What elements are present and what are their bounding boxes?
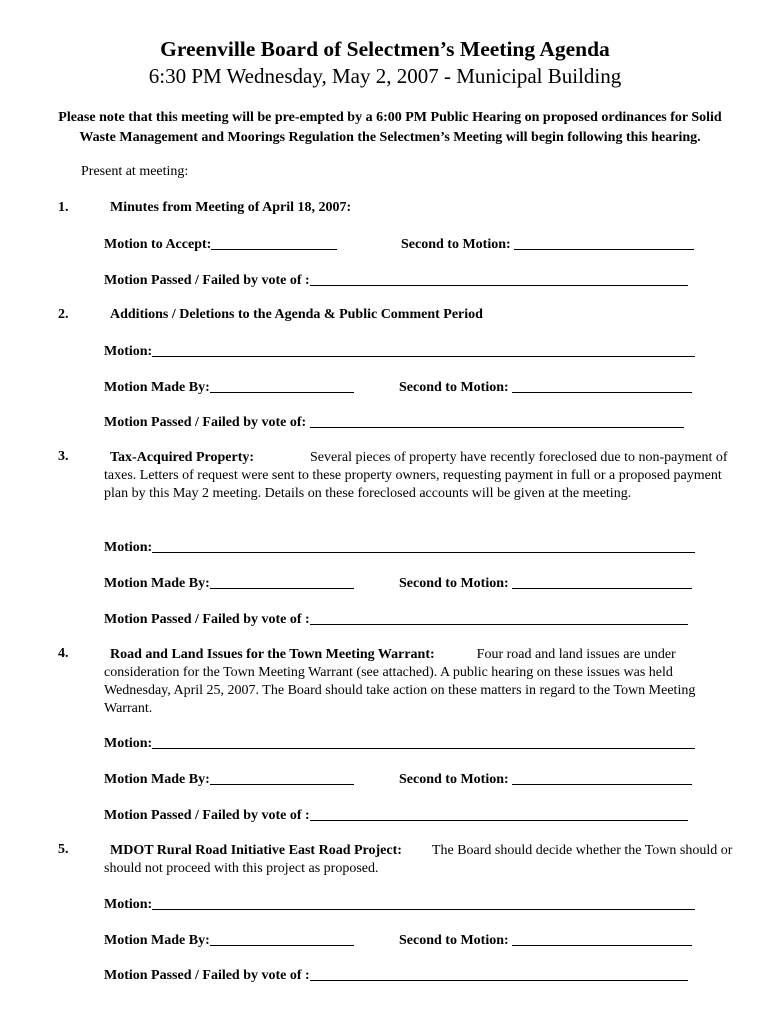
second-to-motion-blank[interactable] — [512, 770, 692, 785]
second-to-motion-field-1[interactable] — [401, 235, 694, 253]
second-to-motion-blank[interactable] — [512, 931, 692, 946]
motion-field-5[interactable] — [104, 895, 695, 913]
motion-made-by-label: Motion Made By: — [104, 380, 210, 395]
second-to-motion-blank[interactable] — [512, 574, 692, 589]
motion-to-accept-label: Motion to Accept: — [104, 237, 212, 252]
motion-passed-label: Motion Passed / Failed by vote of: — [104, 415, 307, 430]
motion-label: Motion: — [104, 540, 153, 555]
item-1-number: 1. — [58, 200, 69, 215]
motion-field-2[interactable] — [104, 342, 695, 360]
motion-made-by-blank[interactable] — [210, 378, 354, 393]
item-4-number: 4. — [58, 646, 69, 661]
motion-field-3[interactable] — [104, 538, 695, 556]
present-at-meeting-label: Present at meeting: — [81, 164, 189, 179]
second-to-motion-field-5[interactable] — [399, 931, 692, 949]
page-subtitle: 6:30 PM Wednesday, May 2, 2007 - Municipal Building — [148, 64, 622, 88]
motion-passed-blank[interactable] — [310, 413, 684, 428]
motion-passed-blank[interactable] — [310, 806, 688, 821]
motion-passed-label: Motion Passed / Failed by vote of : — [104, 808, 310, 823]
item-5-text: The Board should decide whether the Town should or should not proceed with this project as proposed. — [104, 843, 733, 876]
second-to-motion-label: Second to Motion: — [399, 380, 509, 395]
item-4-heading: Road and Land Issues for the Town Meeting Warrant: — [110, 647, 435, 662]
second-to-motion-field-4[interactable] — [399, 770, 692, 788]
motion-label: Motion: — [104, 344, 153, 359]
item-5-body — [104, 842, 740, 878]
item-3-text: Several pieces of property have recently foreclosed due to non-payment of taxes. Letters of request were sent to these property owners, requesting payment in full or a proposed payment plan by this May 2 meeting. Details on these foreclosed accounts will be given at the meeting. — [104, 450, 728, 501]
motion-passed-field-3[interactable] — [104, 610, 688, 628]
item-1-heading: Minutes from Meeting of April 18, 2007: — [110, 200, 352, 215]
second-to-motion-field-3[interactable] — [399, 574, 692, 592]
page-title: Greenville Board of Selectmen’s Meeting Agenda — [160, 37, 610, 61]
second-to-motion-blank[interactable] — [512, 378, 692, 393]
second-to-motion-blank[interactable] — [514, 235, 694, 250]
motion-blank[interactable] — [152, 342, 695, 357]
motion-passed-blank[interactable] — [310, 271, 688, 286]
motion-made-by-blank[interactable] — [210, 931, 354, 946]
item-2-number: 2. — [58, 307, 69, 322]
motion-passed-field-4[interactable] — [104, 806, 688, 824]
motion-passed-label: Motion Passed / Failed by vote of : — [104, 612, 310, 627]
item-4-body — [104, 646, 740, 718]
motion-passed-field-5[interactable] — [104, 966, 688, 984]
item-2-heading: Additions / Deletions to the Agenda & Public Comment Period — [110, 307, 483, 322]
motion-made-by-label: Motion Made By: — [104, 933, 210, 948]
motion-passed-blank[interactable] — [310, 966, 688, 981]
second-to-motion-field-2[interactable] — [399, 378, 692, 396]
motion-blank[interactable] — [152, 538, 695, 553]
second-to-motion-label: Second to Motion: — [401, 237, 511, 252]
motion-made-by-label: Motion Made By: — [104, 576, 210, 591]
item-3-body — [104, 449, 740, 503]
second-to-motion-label: Second to Motion: — [399, 772, 509, 787]
motion-made-by-field-3[interactable] — [104, 574, 354, 592]
motion-passed-blank[interactable] — [310, 610, 688, 625]
motion-made-by-label: Motion Made By: — [104, 772, 210, 787]
motion-blank[interactable] — [152, 734, 695, 749]
motion-label: Motion: — [104, 736, 153, 751]
second-to-motion-label: Second to Motion: — [399, 576, 509, 591]
motion-label: Motion: — [104, 897, 153, 912]
item-4-text: Four road and land issues are under consideration for the Town Meeting Warrant (see attached). A public hearing on these issues was held Wednesday, April 25, 2007. The Board should take action on these matters in regard to the Town Meeting Warrant. — [104, 647, 696, 716]
motion-made-by-field-4[interactable] — [104, 770, 354, 788]
item-5-heading: MDOT Rural Road Initiative East Road Project: — [110, 843, 402, 858]
motion-made-by-blank[interactable] — [210, 574, 354, 589]
item-5-number: 5. — [58, 842, 69, 857]
motion-blank[interactable] — [152, 895, 695, 910]
item-3-number: 3. — [58, 449, 69, 464]
second-to-motion-label: Second to Motion: — [399, 933, 509, 948]
motion-passed-field-1[interactable] — [104, 271, 688, 289]
item-3-heading: Tax-Acquired Property: — [110, 450, 255, 465]
hearing-notice: Please note that this meeting will be pre-empted by a 6:00 PM Public Hearing on proposed ordinances for Solid Waste Management and Moorings Regulation the Selectmen’s Meeting will begin following this hearing. — [58, 110, 722, 145]
motion-passed-label: Motion Passed / Failed by vote of : — [104, 273, 310, 288]
motion-made-by-field-2[interactable] — [104, 378, 354, 396]
motion-to-accept-field[interactable] — [104, 235, 337, 253]
motion-field-4[interactable] — [104, 734, 695, 752]
motion-made-by-field-5[interactable] — [104, 931, 354, 949]
motion-to-accept-blank[interactable] — [211, 235, 337, 250]
motion-made-by-blank[interactable] — [210, 770, 354, 785]
motion-passed-field-2[interactable] — [104, 413, 684, 431]
motion-passed-label: Motion Passed / Failed by vote of : — [104, 968, 310, 983]
